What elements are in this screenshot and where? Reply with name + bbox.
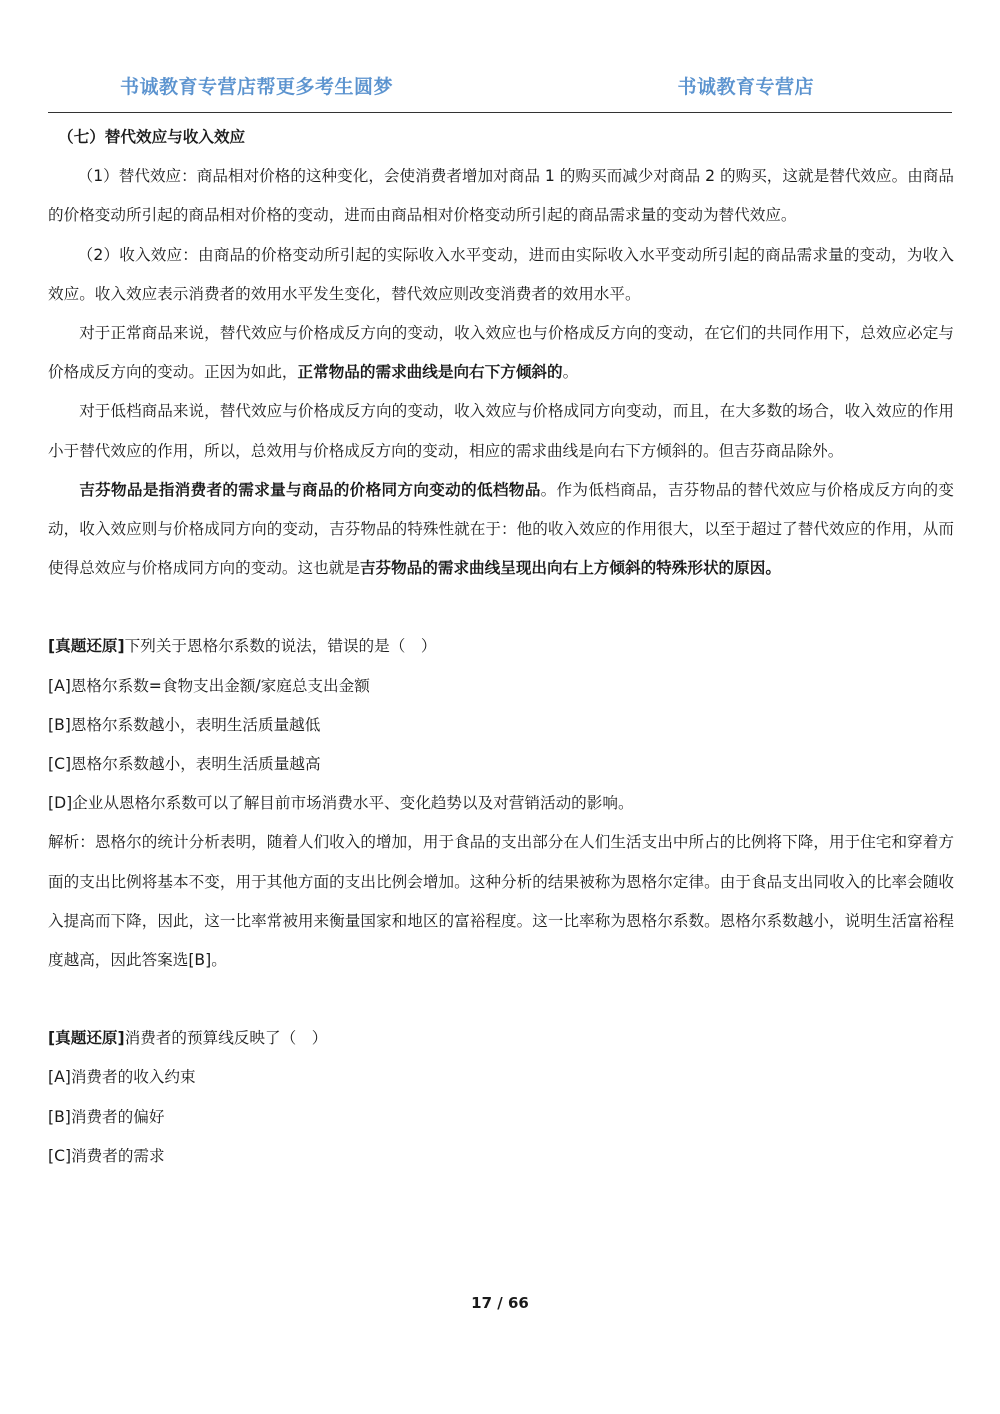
question-1-option-c: [C]恩格尔系数越小，表明生活质量越高: [48, 755, 321, 774]
giffen-text: 。作为低档商品，吉芬物品的替代效应与价格成反方向的变动，收入效应则与价格成同方向的变动，吉芬物品的特殊性就在于：他的收入效应的作用很大，以至于超过了替代效应的作用，从而使得总效应与价格成同方向的变动。这也就是: [48, 480, 954, 578]
paragraph-inferior-goods: 对于低档商品来说，替代效应与价格成反方向的变动，收入效应与价格成同方向变动，而且，在大多数的场合，收入效应的作用小于替代效应的作用，所以，总效用与价格成反方向的变动，相应的需求曲线是向右下方倾斜的。但吉芬商品除外。: [48, 402, 954, 460]
current-page: 17: [471, 1294, 493, 1312]
question-1: [48, 627, 954, 666]
question-1-option-b: [B]恩格尔系数越小，表明生活质量越低: [48, 715, 321, 734]
question-2-text: 消费者的预算线反映了（ ）: [124, 1029, 328, 1048]
question-2-option-a: [A]消费者的收入约束: [48, 1068, 196, 1087]
normal-goods-bold: 正常物品的需求曲线是向右下方倾斜的: [297, 363, 563, 382]
normal-goods-text: 对于正常商品来说，替代效应与价格成反方向的变动，收入效应也与价格成反方向的变动，在它们的共同作用下，总效应必定与价格成反方向的变动。正因为如此，: [48, 324, 954, 382]
question-1-option-d: [D]企业从恩格尔系数可以了解目前市场消费水平、变化趋势以及对营销活动的影响。: [48, 794, 634, 813]
header-right-text: 书诚教育专营店: [677, 76, 814, 98]
normal-goods-end: 。: [562, 363, 579, 382]
question-2-option-b: [B]消费者的偏好: [48, 1107, 165, 1126]
paragraph-normal-goods: [48, 314, 954, 392]
page-number: [0, 1294, 1000, 1312]
question-2-tag: [真题还原]: [48, 1029, 125, 1048]
header-left-text: 书诚教育专营店帮更多考生圆梦: [120, 76, 394, 98]
paragraph-income-effect: （2）收入效应：由商品的价格变动所引起的实际收入水平变动，进而由实际收入水平变动所引起的商品需求量的变动，为收入效应。收入效应表示消费者的效用水平发生变化，替代效应则改变消费者的效用水平。: [48, 245, 954, 303]
page-content: [48, 118, 954, 1176]
question-1-option-a: [A]恩格尔系数=食物支出金额/家庭总支出金额: [48, 676, 370, 695]
question-1-tag: [真题还原]: [48, 637, 125, 656]
paragraph-giffen-goods: [48, 471, 954, 589]
page-header: [48, 0, 952, 114]
page-separator: /: [492, 1294, 508, 1312]
question-2: [48, 1019, 954, 1058]
paragraph-substitution-effect: （1）替代效应：商品相对价格的这种变化，会使消费者增加对商品 1 的购买而减少对商品 2 的购买，这就是替代效应。由商品的价格变动所引起的商品相对价格的变动，进而由商品相对价格变动所引起的商品需求量的变动为替代效应。: [48, 167, 954, 225]
giffen-conclusion-bold: 吉芬物品的需求曲线呈现出向右上方倾斜的特殊形状的原因。: [359, 559, 781, 578]
giffen-definition-bold: 吉芬物品是指消费者的需求量与商品的价格同方向变动的低档物品: [79, 480, 541, 499]
header-divider: [48, 112, 952, 113]
question-1-analysis: 解析：恩格尔的统计分析表明，随着人们收入的增加，用于食品的支出部分在人们生活支出中所占的比例将下降，用于住宅和穿着方面的支出比例将基本不变，用于其他方面的支出比例会增加。这种分析的结果被称为恩格尔定律。由于食品支出同收入的比率会随收入提高而下降，因此，这一比率常被用来衡量国家和地区的富裕程度。这一比率称为恩格尔系数。恩格尔系数越小，说明生活富裕程度越高，因此答案选[B]。: [48, 833, 954, 970]
spacer: [48, 980, 954, 1019]
question-1-text: 下列关于恩格尔系数的说法，错误的是（ ）: [124, 637, 437, 656]
section-title: （七）替代效应与收入效应: [58, 128, 246, 146]
total-pages: 66: [507, 1294, 529, 1312]
spacer: [48, 588, 954, 627]
question-2-option-c: [C]消费者的需求: [48, 1146, 165, 1165]
